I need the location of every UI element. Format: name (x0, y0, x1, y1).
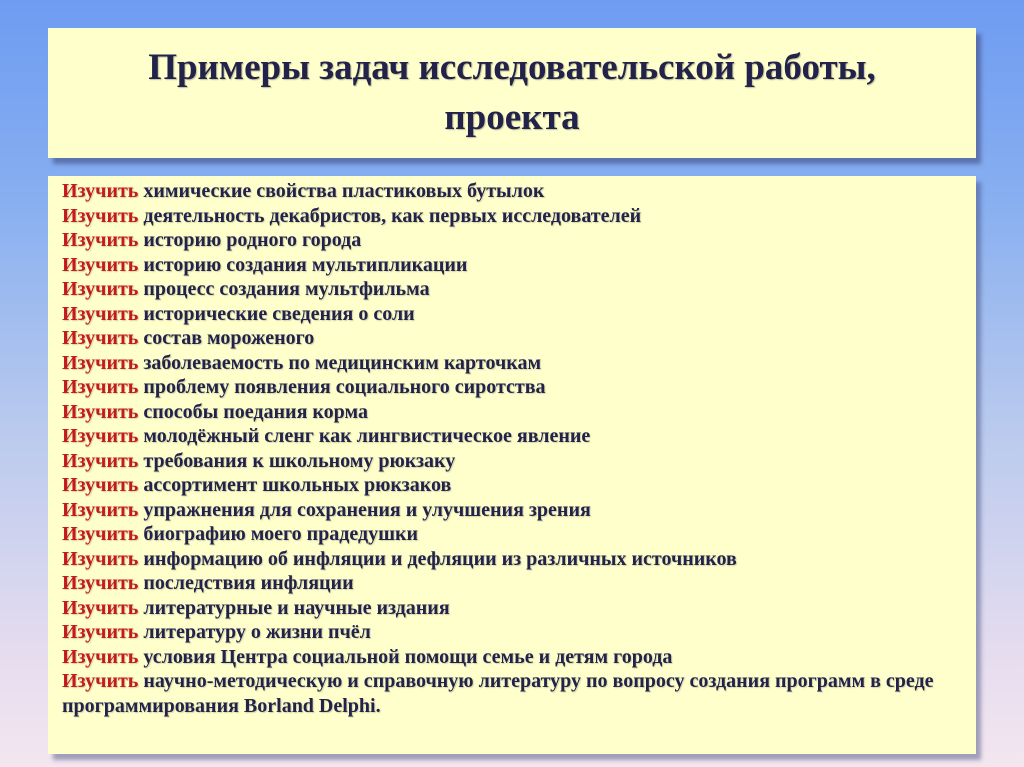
task-text: состав мороженого (143, 327, 315, 349)
task-item (62, 449, 976, 474)
task-item (62, 228, 976, 253)
task-verb: Изучить (62, 498, 139, 521)
task-verb: Изучить (62, 204, 139, 227)
task-verb: Изучить (62, 425, 139, 447)
task-text: химические свойства пластиковых бутылок (143, 180, 545, 202)
task-text: проблему появления социального сиротства (143, 376, 546, 398)
task-text: информацию об инфляции и дефляции из различных источников (143, 547, 737, 570)
task-text: ассортимент школьных рюкзаков (143, 474, 452, 496)
task-text: процесс создания мультфильма (143, 278, 430, 300)
task-item (62, 620, 976, 645)
task-item (62, 253, 976, 278)
task-verb: Изучить (62, 253, 139, 276)
task-item (62, 596, 976, 621)
task-text: историю родного города (143, 229, 362, 251)
task-verb: Изучить (62, 229, 139, 251)
task-text: заболеваемость по медицинским карточкам (143, 351, 542, 374)
task-verb: Изучить (62, 596, 139, 619)
task-verb: Изучить (62, 302, 139, 325)
task-text: деятельность декабристов, как первых исследователей (143, 204, 642, 227)
task-text: историю создания мультипликации (143, 253, 468, 276)
task-item (62, 498, 976, 523)
task-verb: Изучить (62, 351, 139, 374)
task-verb: Изучить (62, 449, 139, 472)
task-item (62, 522, 976, 547)
task-verb: Изучить (62, 278, 139, 300)
task-text: последствия инфляции (143, 572, 354, 594)
slide-title-line-1: Примеры задач исследовательской работы, (148, 47, 876, 88)
task-text: литературу о жизни пчёл (143, 621, 371, 643)
task-verb: Изучить (62, 547, 139, 570)
task-item (62, 179, 976, 204)
task-verb: Изучить (62, 572, 139, 594)
task-text: научно-методическую и справочную литературу по вопросу создания программ в среде программирования Borland Delphi. (62, 670, 934, 717)
task-verb: Изучить (62, 670, 139, 692)
task-item (62, 669, 942, 718)
task-item (62, 277, 976, 302)
task-item (62, 424, 976, 449)
task-item (62, 547, 976, 572)
task-list (48, 176, 976, 718)
task-item (62, 351, 976, 376)
task-item (62, 645, 976, 670)
task-item (62, 473, 976, 498)
task-verb: Изучить (62, 645, 139, 668)
content-panel (48, 176, 976, 754)
task-verb: Изучить (62, 474, 139, 496)
task-text: литературные и научные издания (143, 596, 450, 619)
task-item (62, 375, 976, 400)
task-text: условия Центра социальной помощи семье и детям города (143, 645, 673, 668)
task-item (62, 326, 976, 351)
task-item (62, 400, 976, 425)
task-text: способы поедания корма (143, 400, 368, 423)
task-verb: Изучить (62, 327, 139, 349)
task-text: исторические сведения о соли (143, 302, 415, 325)
task-text: упражнения для сохранения и улучшения зрения (143, 498, 591, 521)
task-text: требования к школьному рюкзаку (143, 449, 456, 472)
task-verb: Изучить (62, 376, 139, 398)
task-text: биографию моего прадедушки (143, 523, 419, 545)
task-text: молодёжный сленг как лингвистическое явление (143, 425, 591, 447)
task-verb: Изучить (62, 523, 139, 545)
task-item (62, 302, 976, 327)
slide-title-line-2: проекта (444, 97, 580, 138)
task-verb: Изучить (62, 400, 139, 423)
task-verb: Изучить (62, 180, 139, 202)
task-item (62, 204, 976, 229)
task-item (62, 571, 976, 596)
title-panel (48, 28, 976, 158)
task-verb: Изучить (62, 621, 139, 643)
